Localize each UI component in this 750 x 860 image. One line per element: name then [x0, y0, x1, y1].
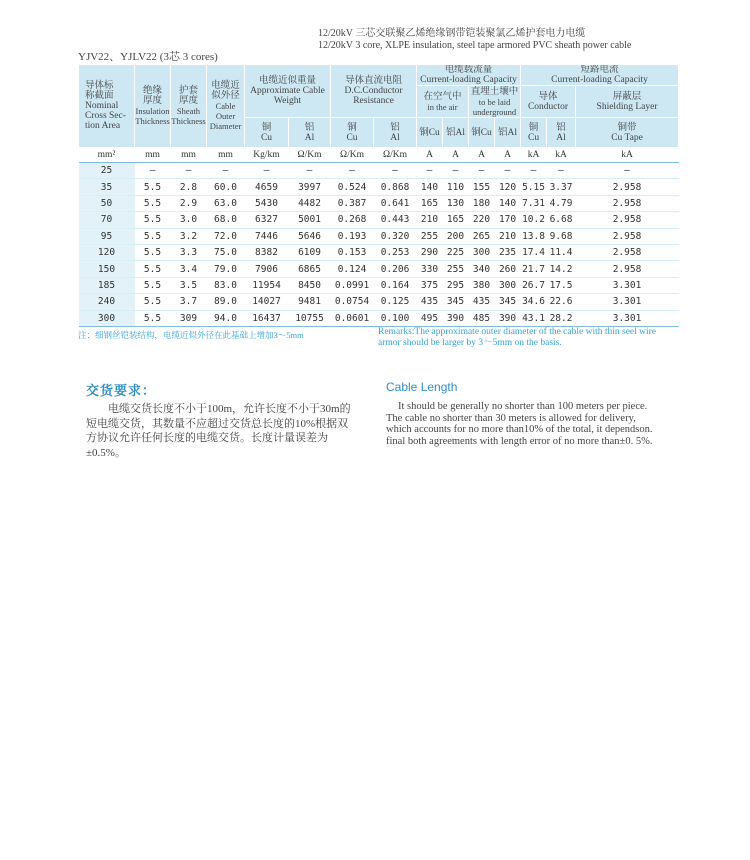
table-cell: 79.0: [207, 261, 245, 277]
table-cell: –: [207, 163, 245, 179]
table-cell: 0.524: [331, 179, 374, 195]
unit-cell: kA: [521, 148, 547, 163]
table-cell: 3.301: [576, 277, 679, 293]
table-cell: 95: [79, 228, 135, 244]
table-cell: 22.6: [547, 294, 576, 310]
table-cell: 0.153: [331, 244, 374, 260]
table-cell: 25: [79, 163, 135, 179]
table-cell: –: [521, 163, 547, 179]
table-cell: 5.5: [135, 261, 171, 277]
unit-cell: Ω/Km: [331, 148, 374, 163]
table-cell: 5.5: [135, 228, 171, 244]
header-sc-cu: 铜 Cu: [521, 118, 547, 148]
table-cell: 3.5: [171, 277, 207, 293]
table-cell: 240: [79, 294, 135, 310]
header-resistance-cu: 铜 Cu: [331, 118, 374, 148]
table-cell: 5001: [289, 212, 331, 228]
table-cell: 220: [469, 212, 495, 228]
table-cell: 0.193: [331, 228, 374, 244]
table-cell: 435: [417, 294, 443, 310]
table-cell: –: [547, 163, 576, 179]
table-cell: 0.268: [331, 212, 374, 228]
header-sheath: 护套 厚度 Sheath Thickness: [171, 65, 207, 148]
table-cell: 435: [469, 294, 495, 310]
table-cell: 140: [495, 195, 521, 211]
table-cell: 5.5: [135, 294, 171, 310]
table-cell: –: [417, 163, 443, 179]
table-cell: 180: [469, 195, 495, 211]
header-air-al: 铝Al: [443, 118, 469, 148]
table-cell: 28.2: [547, 310, 576, 326]
table-row: [79, 244, 679, 260]
table-cell: 89.0: [207, 294, 245, 310]
table-cell: 21.7: [521, 261, 547, 277]
table-cell: 390: [495, 310, 521, 326]
table-cell: 0.125: [374, 294, 417, 310]
unit-cell: mm: [135, 148, 171, 163]
unit-cell: Ω/Km: [289, 148, 331, 163]
table-cell: 4482: [289, 195, 331, 211]
table-cell: 7446: [245, 228, 289, 244]
table-cell: 255: [443, 261, 469, 277]
table-cell: 14.2: [547, 261, 576, 277]
table-cell: –: [576, 163, 679, 179]
table-cell: 26.7: [521, 277, 547, 293]
table-cell: 390: [443, 310, 469, 326]
table-cell: 300: [495, 277, 521, 293]
header-cross-section: 导体标 称截面 Nominal Cross Sec- tion Area: [79, 65, 135, 148]
table-cell: 10.2: [521, 212, 547, 228]
table-cell: 16437: [245, 310, 289, 326]
header-in-air: 在空气中 in the air: [417, 86, 469, 118]
table-row: [79, 277, 679, 293]
table-cell: –: [331, 163, 374, 179]
unit-cell: Ω/Km: [374, 148, 417, 163]
table-cell: 225: [443, 244, 469, 260]
table-cell: –: [495, 163, 521, 179]
table-cell: 2.958: [576, 212, 679, 228]
table-cell: 94.0: [207, 310, 245, 326]
table-cell: 165: [443, 212, 469, 228]
table-cell: 3.301: [576, 310, 679, 326]
table-cell: 43.1: [521, 310, 547, 326]
table-cell: 5.5: [135, 212, 171, 228]
table-cell: 2.958: [576, 228, 679, 244]
header-ground-cu: 铜Cu: [469, 118, 495, 148]
table-cell: 7906: [245, 261, 289, 277]
table-cell: 3.4: [171, 261, 207, 277]
table-cell: 2.958: [576, 261, 679, 277]
table-cell: 7.31: [521, 195, 547, 211]
header-underground: 直埋土壤中 to be laid underground: [469, 86, 521, 118]
table-cell: 4659: [245, 179, 289, 195]
table-row: [79, 163, 679, 179]
table-cell: 0.641: [374, 195, 417, 211]
model-label: YJV22、YJLV22 (3芯 3 cores): [78, 51, 218, 63]
unit-cell: A: [417, 148, 443, 163]
table-cell: 260: [495, 261, 521, 277]
header-sc-tape: 铜带 Cu Tape: [576, 118, 679, 148]
table-cell: 0.100: [374, 310, 417, 326]
table-cell: 165: [417, 195, 443, 211]
table-cell: 5.5: [135, 195, 171, 211]
note-zh: 注：细钢丝铠装结构，电缆近似外径在此基础上增加3～5mm: [78, 330, 304, 340]
table-cell: 0.0601: [331, 310, 374, 326]
table-cell: 0.164: [374, 277, 417, 293]
table-cell: 330: [417, 261, 443, 277]
table-cell: 130: [443, 195, 469, 211]
table-cell: 9.68: [547, 228, 576, 244]
table-cell: 5646: [289, 228, 331, 244]
table-cell: 485: [469, 310, 495, 326]
table-cell: 2.958: [576, 179, 679, 195]
table-cell: 0.0991: [331, 277, 374, 293]
table-cell: 3.3: [171, 244, 207, 260]
table-cell: 5.15: [521, 179, 547, 195]
table-cell: 3997: [289, 179, 331, 195]
delivery-body-zh: 电缆交货长度不小于100m，允许长度不小于30m的短电缆交货，其数量不应超过交货总长度的10%根据双方协议允许任何长度的电缆交货。长度计量误差为±0.5%。: [86, 403, 351, 459]
table-cell: 0.124: [331, 261, 374, 277]
table-cell: –: [443, 163, 469, 179]
unit-cell: mm: [207, 148, 245, 163]
table-cell: 140: [417, 179, 443, 195]
table-cell: 0.387: [331, 195, 374, 211]
table-cell: 6109: [289, 244, 331, 260]
table-row: [79, 261, 679, 277]
page-title-block: [318, 28, 738, 52]
delivery-title-en: Cable Length: [386, 380, 458, 394]
table-cell: 290: [417, 244, 443, 260]
table-cell: 60.0: [207, 179, 245, 195]
table-cell: –: [135, 163, 171, 179]
table-cell: 295: [443, 277, 469, 293]
table-cell: 3.0: [171, 212, 207, 228]
table-row: [79, 195, 679, 211]
table-cell: –: [289, 163, 331, 179]
table-cell: 50: [79, 195, 135, 211]
note-en: Remarks:The approximate outer diameter of the cable with thin seel wire armor should be larger by 3～5mm on the basis.: [378, 327, 657, 348]
table-cell: 8450: [289, 277, 331, 293]
table-cell: 0.868: [374, 179, 417, 195]
table-cell: 0.0754: [331, 294, 374, 310]
table-row: [79, 294, 679, 310]
table-cell: 110: [443, 179, 469, 195]
table-cell: 5430: [245, 195, 289, 211]
header-resistance: 导体直流电阻 D.C.Conductor Resistance: [331, 65, 417, 118]
table-cell: 0.320: [374, 228, 417, 244]
table-cell: 34.6: [521, 294, 547, 310]
table-cell: 5.5: [135, 277, 171, 293]
title-en: 12/20kV 3 core, XLPE insulation, steel tape armored PVC sheath power cable: [318, 40, 632, 51]
unit-cell: Kg/km: [245, 148, 289, 163]
header-insulation: 绝缘 厚度 Insulation Thickness: [135, 65, 171, 148]
table-cell: 9481: [289, 294, 331, 310]
table-cell: 120: [495, 179, 521, 195]
table-cell: 17.4: [521, 244, 547, 260]
table-cell: 210: [417, 212, 443, 228]
unit-cell: A: [443, 148, 469, 163]
table-cell: –: [245, 163, 289, 179]
header-resistance-al: 铝 Al: [374, 118, 417, 148]
table-cell: 495: [417, 310, 443, 326]
table-cell: 150: [79, 261, 135, 277]
table-cell: 2.8: [171, 179, 207, 195]
table-cell: 255: [417, 228, 443, 244]
table-cell: 83.0: [207, 277, 245, 293]
unit-cell: kA: [576, 148, 679, 163]
table-cell: 200: [443, 228, 469, 244]
table-cell: 0.443: [374, 212, 417, 228]
table-cell: 72.0: [207, 228, 245, 244]
table-cell: 8382: [245, 244, 289, 260]
header-air-cu: 铜Cu: [417, 118, 443, 148]
header-short-circuit: 短路电流 Current-loading Capacity: [521, 65, 679, 86]
table-cell: 11954: [245, 277, 289, 293]
table-cell: –: [374, 163, 417, 179]
table-row: [79, 310, 679, 326]
header-sc-al: 铝 Al: [547, 118, 576, 148]
table-cell: 155: [469, 179, 495, 195]
table-cell: 185: [79, 277, 135, 293]
table-cell: 3.2: [171, 228, 207, 244]
table-row: [79, 179, 679, 195]
table-cell: 3.37: [547, 179, 576, 195]
table-cell: 375: [417, 277, 443, 293]
table-cell: 5.5: [135, 179, 171, 195]
table-cell: 235: [495, 244, 521, 260]
table-cell: 11.4: [547, 244, 576, 260]
table-cell: 2.958: [576, 195, 679, 211]
unit-cell: A: [469, 148, 495, 163]
unit-cell: A: [495, 148, 521, 163]
table-cell: 63.0: [207, 195, 245, 211]
header-weight-cu: 铜 Cu: [245, 118, 289, 148]
header-ground-al: 铝Al: [495, 118, 521, 148]
table-cell: –: [469, 163, 495, 179]
spec-table: [78, 64, 679, 327]
table-cell: 345: [495, 294, 521, 310]
table-cell: 5.5: [135, 244, 171, 260]
table-cell: 170: [495, 212, 521, 228]
table-cell: 210: [495, 228, 521, 244]
header-weight: 电缆近似重量 Approximate Cable Weight: [245, 65, 331, 118]
table-cell: 75.0: [207, 244, 245, 260]
unit-cell: mm²: [79, 148, 135, 163]
units-row: [79, 148, 679, 163]
table-cell: 68.0: [207, 212, 245, 228]
table-cell: 2.958: [576, 244, 679, 260]
table-cell: 0.253: [374, 244, 417, 260]
table-cell: 380: [469, 277, 495, 293]
table-cell: 17.5: [547, 277, 576, 293]
table-cell: 4.79: [547, 195, 576, 211]
table-cell: 10755: [289, 310, 331, 326]
table-row: [79, 228, 679, 244]
table-cell: 3.301: [576, 294, 679, 310]
table-cell: 309: [171, 310, 207, 326]
header-conductor: 导体 Conductor: [521, 86, 576, 118]
header-weight-al: 铝 Al: [289, 118, 331, 148]
title-zh: 12/20kV 三芯交联聚乙烯绝缘钢带铠装聚氯乙烯护套电力电缆: [318, 28, 586, 39]
table-cell: 14027: [245, 294, 289, 310]
header-current: 电缆载流量 Current-loading Capacity: [417, 65, 521, 86]
table-cell: 6327: [245, 212, 289, 228]
table-cell: 0.206: [374, 261, 417, 277]
unit-cell: kA: [547, 148, 576, 163]
table-cell: 35: [79, 179, 135, 195]
table-cell: 340: [469, 261, 495, 277]
table-cell: 265: [469, 228, 495, 244]
header-shielding: 屏蔽层 Shielding Layer: [576, 86, 679, 118]
unit-cell: mm: [171, 148, 207, 163]
table-cell: 6865: [289, 261, 331, 277]
delivery-title-zh: 交货要求：: [86, 383, 157, 398]
table-cell: 345: [443, 294, 469, 310]
table-cell: 5.5: [135, 310, 171, 326]
table-row: [79, 212, 679, 228]
table-cell: 300: [469, 244, 495, 260]
table-cell: 13.8: [521, 228, 547, 244]
table-cell: 120: [79, 244, 135, 260]
table-cell: 6.68: [547, 212, 576, 228]
delivery-body-en: It should be generally no shorter than 100 meters per piece. The cable no shorter than 30 meters is allowed for delivery, which accounts for no more than10% of the total, it dependson. final both agreements with length error of no more than±0. 5%.: [386, 401, 653, 447]
table-cell: 70: [79, 212, 135, 228]
table-cell: 2.9: [171, 195, 207, 211]
table-cell: 300: [79, 310, 135, 326]
table-cell: –: [171, 163, 207, 179]
header-outer-diameter: 电缆近 似外径 Cable Outer Diameter: [207, 65, 245, 148]
table-cell: 3.7: [171, 294, 207, 310]
